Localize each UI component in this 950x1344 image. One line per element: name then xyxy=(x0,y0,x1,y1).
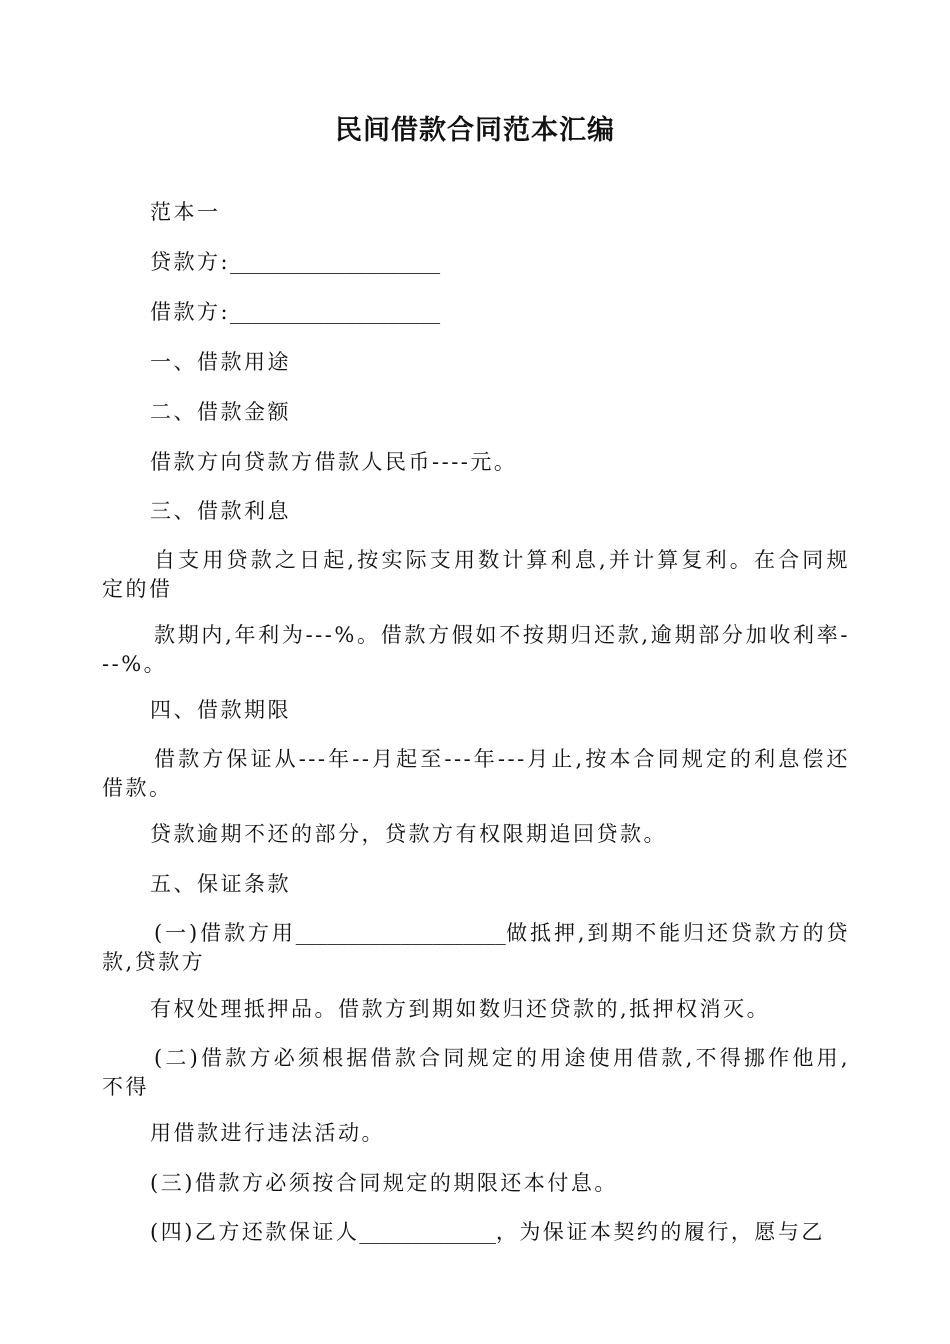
guarantee-clause-1 xyxy=(102,919,850,977)
overdue-paragraph: 贷款逾期不还的部分，贷款方有权限期追回贷款。 xyxy=(150,822,667,846)
section-5-heading: 五、保证条款 xyxy=(150,872,291,896)
section-4-heading: 四、借款期限 xyxy=(150,698,291,722)
guarantee-clause-1-cont: 有权处理抵押品。借款方到期如数归还贷款的,抵押权消灭。 xyxy=(150,997,771,1021)
guarantee-clause-1-start: (一)借款方用 xyxy=(154,921,296,945)
guarantee-clause-3: (三)借款方必须按合同规定的期限还本付息。 xyxy=(150,1171,618,1195)
guarantee-clause-4-end: ，为保证本契约的履行，愿与乙 xyxy=(495,1220,825,1244)
lender-line xyxy=(150,248,440,277)
guarantee-clause-4-start: (四)乙方还款保证人 xyxy=(150,1220,360,1244)
guarantor-blank: _____________ xyxy=(359,1220,496,1244)
lender-blank: ____________________ xyxy=(230,250,441,274)
guarantee-clause-4 xyxy=(150,1218,825,1247)
guarantee-clause-2-cont: 用借款进行违法活动。 xyxy=(150,1121,385,1145)
borrower-blank: ____________________ xyxy=(230,300,441,324)
page-title: 民间借款合同范本汇编 xyxy=(335,115,615,146)
term-paragraph: 借款方保证从---年--月起至---年---月止,按本合同规定的利息偿还借款。 xyxy=(102,747,850,800)
collateral-blank: ____________________ xyxy=(295,921,506,945)
guarantee-clause-1-end: 做抵押,到期不能归还贷款方的贷款,贷款方 xyxy=(102,921,850,974)
sample-heading: 范本一 xyxy=(150,200,221,224)
interest-paragraph-1: 自支用贷款之日起,按实际支用数计算利息,并计算复利。在合同规定的借 xyxy=(102,548,850,601)
section-3-heading: 三、借款利息 xyxy=(150,499,291,523)
section-1-heading: 一、借款用途 xyxy=(150,350,291,374)
loan-amount-paragraph: 借款方向贷款方借款人民币----元。 xyxy=(150,450,518,474)
section-2-heading: 二、借款金额 xyxy=(150,400,291,424)
lender-label: 贷款方: xyxy=(150,250,231,274)
interest-paragraph-2: 款期内,年利为---%。借款方假如不按期归还款,逾期部分加收利率---%。 xyxy=(102,623,850,676)
borrower-line xyxy=(150,298,440,327)
guarantee-clause-2: (二)借款方必须根据借款合同规定的用途使用借款,不得挪作他用,不得 xyxy=(102,1046,850,1099)
borrower-label: 借款方: xyxy=(150,300,231,324)
